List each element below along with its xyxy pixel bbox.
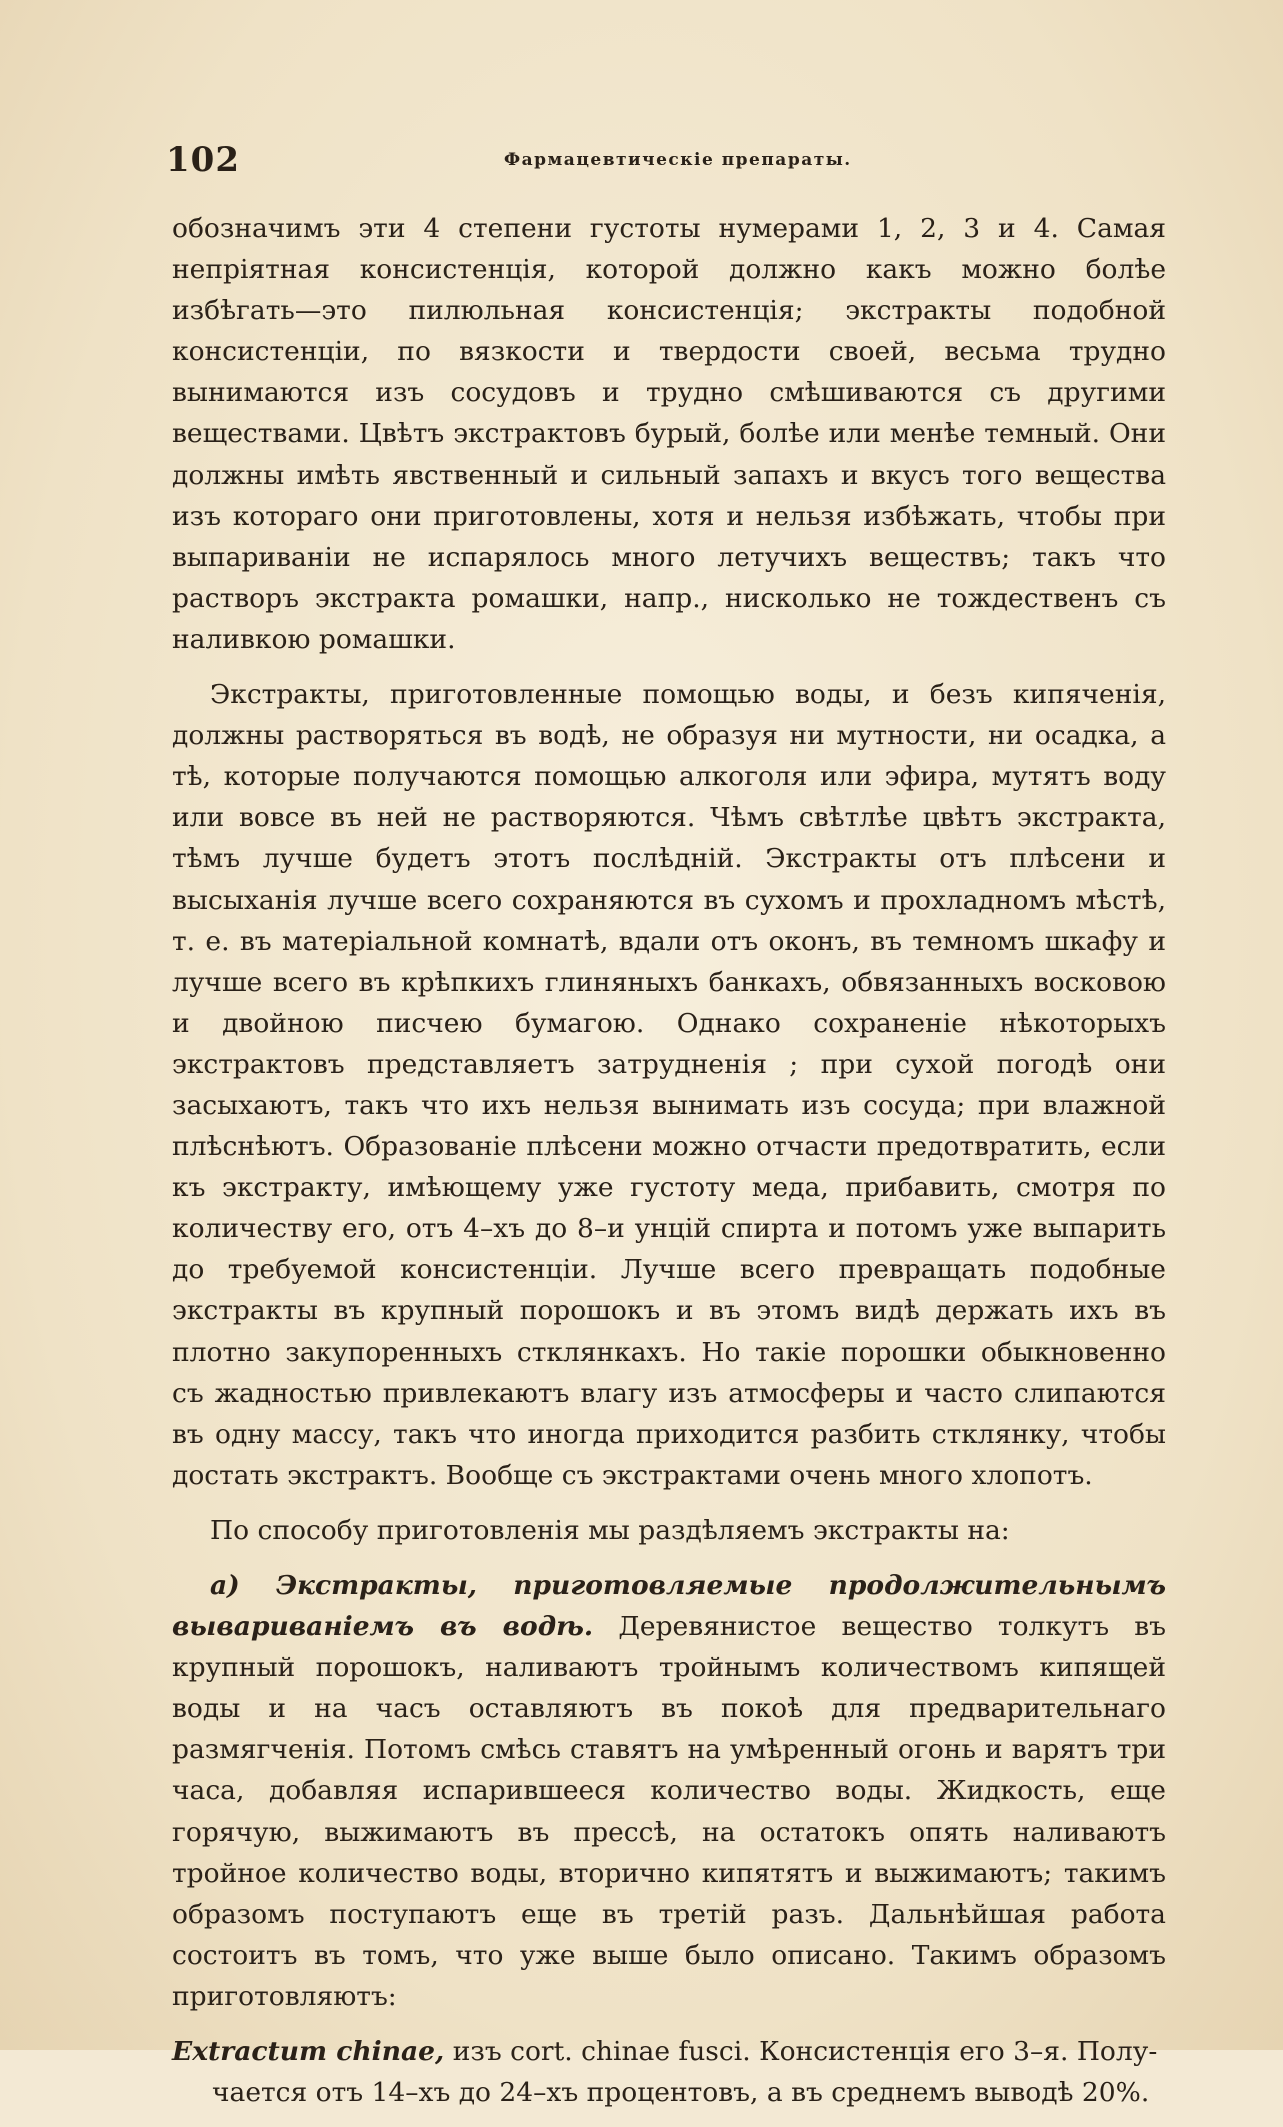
paragraph-1: обозначимъ эти 4 степени густоты нумерами 1, 2, 3 и 4. Самая непріятная консистенція, которой должно какъ можно болѣе избѣгать—это пилюльная консистенція; экстракты подобной консистенціи, по вязкости и твердости своей, весьма трудно вынимаются изъ сосудовъ и трудно смѣшиваются съ другими веществами. Цвѣтъ экстрактовъ бурый, болѣе или менѣе темный. Они должны имѣть явственный и сильный запахъ и вкусъ того вещества изъ котораго они приготовлены, хотя и нельзя избѣжать, чтобы при выпариваніи не испарялось много летучихъ веществъ; такъ что растворъ экстракта ромашки, напр., нисколько не тождественъ съ наливкою ромашки. (172, 213, 1166, 655)
section-a-text: Деревянистое вещество толкутъ въ крупный порошокъ, наливаютъ тройнымъ количествомъ кипящей воды и на часъ оставляютъ въ покоѣ для предварительнаго размягченія. Потомъ смѣсь ставятъ на умѣренный огонь и варятъ три часа, добавляя испарившееся количество воды. Жидкость, еще горячую, выжимаютъ въ прессѣ, на остатокъ опять наливаютъ тройное количество воды, вторично кипятятъ и выжимаютъ; такимъ образомъ поступаютъ еще въ третій разъ. Дальнѣйшая работа состоитъ въ томъ, что уже выше было описано. Такимъ образомъ приготовляютъ: (172, 1611, 1166, 2012)
running-title: Фармацевтическіе препараты. (504, 150, 852, 170)
paragraph-2: Экстракты, приготовленные помощью воды, и безъ кипяченія, должны растворяться въ водѣ, не образуя ни мутности, ни осадка, а тѣ, которые получаются помощью алкоголя или эфира, мутятъ воду или вовсе въ ней не растворяются. Чѣмъ свѣтлѣе цвѣтъ экстракта, тѣмъ лучше будетъ этотъ послѣдній. Экстракты отъ плѣсени и высыханія лучше всего сохраняются въ сухомъ и прохладномъ мѣстѣ, т. е. въ матеріальной комнатѣ, вдали отъ оконъ, въ темномъ шкафу и лучше всего въ крѣпкихъ глиняныхъ банкахъ, обвязанныхъ восковою и двойною писчею бумагою. Однако сохраненіе нѣкоторыхъ экстрактовъ представляетъ затрудненія ; при сухой погодѣ они засыхаютъ, такъ что ихъ нельзя вынимать изъ сосуда; при влажной плѣснѣютъ. Образованіе плѣсени можно отчасти предотвратить, если къ экстракту, имѣющему уже густоту меда, прибавить, смотря по количеству его, отъ 4–хъ до 8–и унцій спирта и потомъ уже выпарить до требуемой консистенціи. Лучше всего превращать подобные экстракты въ крупный порошокъ и въ этомъ видѣ держать ихъ въ плотно закупоренныхъ стклянкахъ. Но такіе порошки обыкновенно съ жадностью привлекаютъ влагу изъ атмосферы и часто слипаются въ одну массу, такъ что иногда приходится разбить стклянку, чтобы достать экстрактъ. Вообще съ экстрактами очень много хлопотъ. (172, 679, 1166, 1491)
extract-text-line-2: чается отъ 14–хъ до 24–хъ процентовъ, а въ среднемъ выводѣ 20%. (212, 2077, 1150, 2109)
page-body (172, 208, 1166, 2127)
paragraph-5 (172, 2031, 1166, 2113)
page-header (166, 140, 1136, 184)
page-number: 102 (166, 140, 240, 180)
paragraph-4 (172, 1565, 1166, 2017)
extract-name: Extractum chinae, (172, 2036, 445, 2068)
paragraph-3: По способу приготовленія мы раздѣляемъ экстракты на: (210, 1514, 1010, 1546)
section-a-heading: a) Экстракты, приготовляемые продолжительнымъ вывариваніемъ въ водѣ. (172, 1570, 1166, 1643)
extract-text-line-1: изъ cort. chinae fusci. Консистенція его 3–я. Полу- (452, 2036, 1158, 2068)
